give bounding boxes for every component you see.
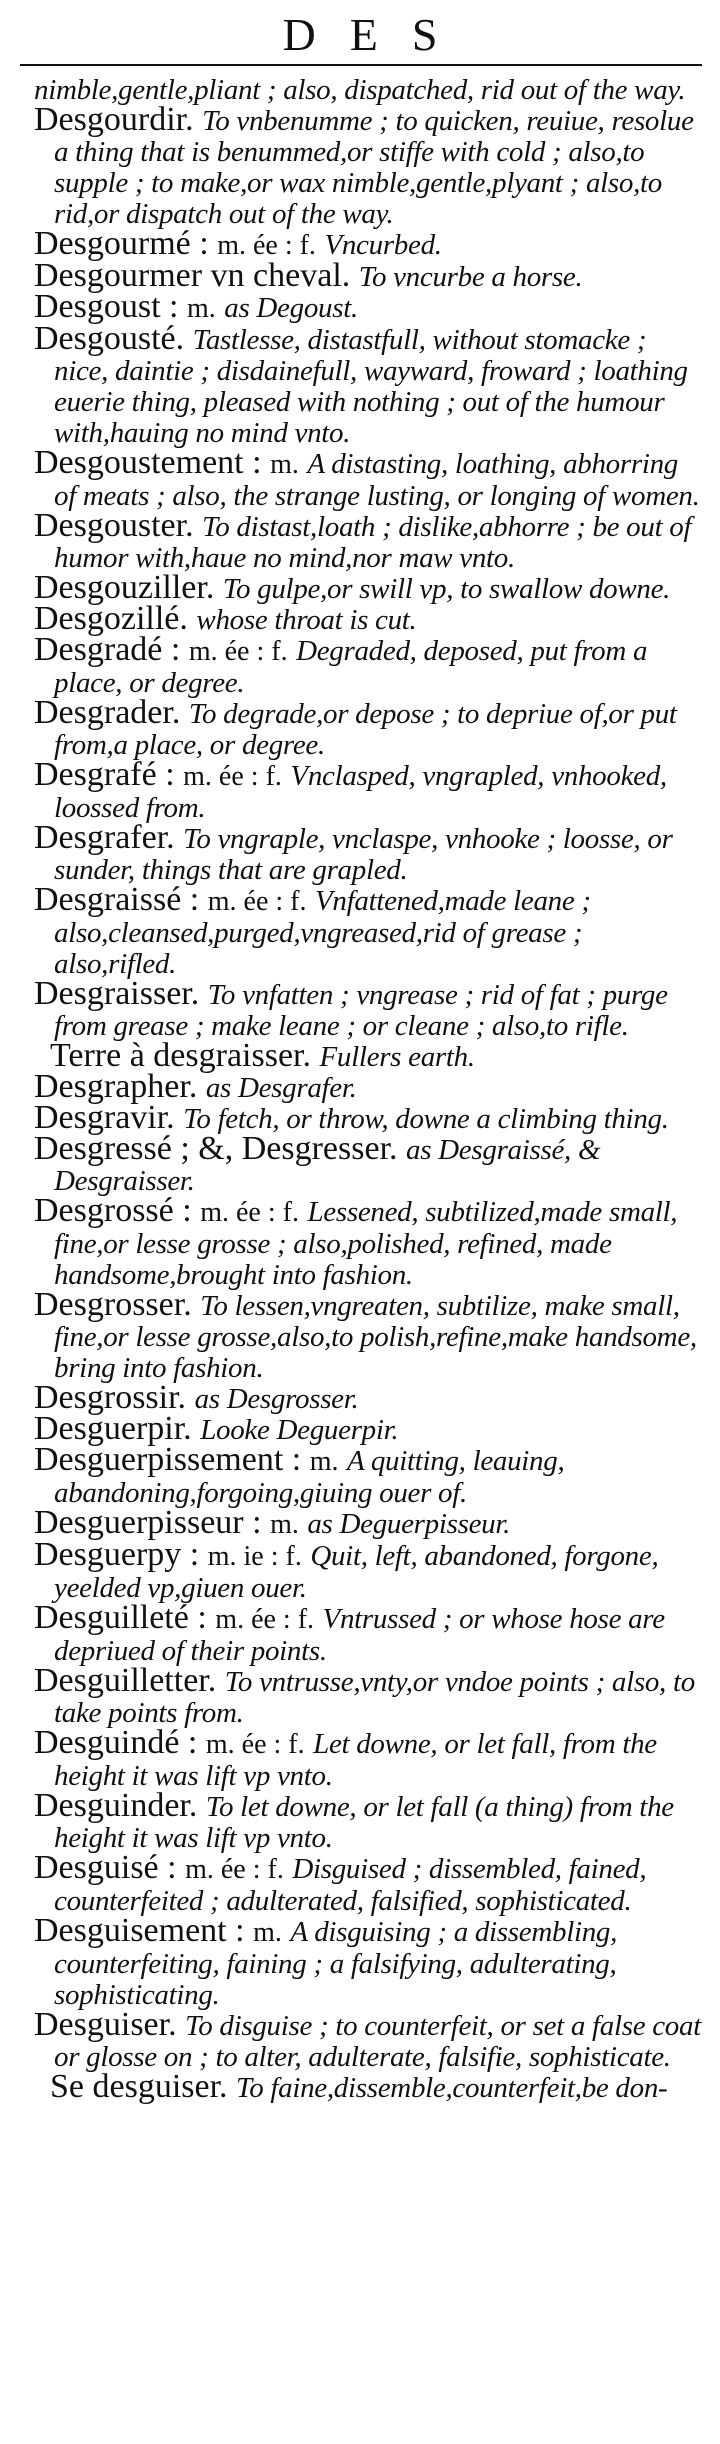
entry-headword: Desguinder. bbox=[34, 1787, 198, 1824]
dictionary-entry bbox=[34, 1912, 702, 2011]
entry-grammar: m. ée : f. bbox=[207, 886, 307, 917]
entry-headword: Desgourmé : bbox=[34, 225, 209, 262]
entry-headword: Desgraisser. bbox=[34, 975, 200, 1012]
entry-headword: Desguilletter. bbox=[34, 1662, 217, 1699]
entry-headword: Desguilleté : bbox=[34, 1599, 207, 1636]
entry-definition: To vntrusse,vnty,or vndoe points ; also, to take points from. bbox=[54, 1666, 695, 1729]
entry-grammar: m. ée : f. bbox=[205, 1729, 305, 1760]
dictionary-entry bbox=[34, 1441, 702, 1509]
entry-definition: Vnclasped, vngrapled, vnhooked, loossed from. bbox=[54, 760, 667, 824]
dictionary-entry bbox=[34, 756, 702, 824]
entry-headword: Desgrosser. bbox=[34, 1286, 192, 1323]
entry-grammar: m. ée : f. bbox=[215, 1604, 315, 1635]
dictionary-entry bbox=[34, 819, 702, 886]
entry-definition: To vnfatten ; vngrease ; rid of fat ; purge from grease ; make leane ; or cleane ; also,to rifle. bbox=[54, 979, 668, 1042]
entry-headword: Desgozillé. bbox=[34, 600, 188, 637]
entry-headword: Desgoust : bbox=[34, 288, 179, 325]
entry-headword: Desgravir. bbox=[34, 1099, 175, 1136]
entry-grammar: m. ie : f. bbox=[207, 1541, 302, 1572]
entry-grammar: m. bbox=[187, 293, 216, 324]
entry-headword: Desgrader. bbox=[34, 694, 181, 731]
dictionary-entry bbox=[34, 1662, 702, 1729]
entry-definition: Vntrussed ; or whose hose are depriued of their points. bbox=[54, 1603, 665, 1667]
entry-grammar: m. ée : f. bbox=[217, 230, 316, 261]
entry-definition: Tastlesse, distastfull, without stomacke ; nice, daintie ; disdainefull, wayward, froward ; loathing euerie thing, pleased with nothing ; out of the humour with,hauing no mind vnto. bbox=[54, 324, 688, 449]
dictionary-entry bbox=[34, 1536, 702, 1604]
entry-definition: nimble,gentle,pliant ; also, dispatched, rid out of the way. bbox=[34, 74, 686, 106]
entry-headword: Desgouziller. bbox=[34, 569, 215, 606]
entry-definition: Degraded, deposed, put from a place, or degree. bbox=[54, 635, 648, 699]
entry-headword: Desguerpissement : bbox=[34, 1441, 302, 1478]
entry-grammar: m. bbox=[270, 449, 299, 480]
entry-definition: Lessened, subtilized,made small, fine,or lesse grosse ; also,polished, refined, made handsome,brought into fashion. bbox=[54, 1196, 678, 1291]
entry-headword: Desgrossir. bbox=[34, 1379, 187, 1416]
running-head: DES bbox=[282, 9, 472, 60]
dictionary-entry bbox=[34, 1192, 702, 1291]
entry-headword: Se desguiser. bbox=[50, 2068, 228, 2105]
entry-definition: Let downe, or let fall, from the height it was lift vp vnto. bbox=[54, 1728, 657, 1792]
entry-grammar: m. bbox=[270, 1509, 299, 1540]
dictionary-entry bbox=[34, 444, 702, 512]
entry-grammar: m. ée : f. bbox=[188, 636, 288, 667]
entry-definition: A disguising ; a dissembling, counterfeiting, faining ; a falsifying, adulterating, sophisticating. bbox=[54, 1916, 618, 2011]
entry-definition: Looke Deguerpir. bbox=[200, 1414, 399, 1446]
entry-definition: Disguised ; dissembled, fained, counterfeited ; adulterated, falsified, sophisticated. bbox=[54, 1853, 647, 1917]
entry-definition: as Desgrafer. bbox=[205, 1072, 357, 1104]
entry-definition: A distasting, loathing, abhorring of meats ; also, the strange lusting, or longing of women. bbox=[54, 448, 700, 512]
entry-grammar: m. ée : f. bbox=[185, 1854, 284, 1885]
entry-headword: Desgourdir. bbox=[34, 101, 194, 138]
entry-definition: whose throat is cut. bbox=[196, 604, 417, 636]
entry-headword: Desguisé : bbox=[34, 1849, 177, 1886]
dictionary-entry bbox=[34, 631, 702, 699]
entry-definition: To gulpe,or swill vp, to swallow downe. bbox=[222, 573, 671, 605]
entry-headword: Desgradé : bbox=[34, 631, 181, 668]
entry-headword: Desguisement : bbox=[34, 1912, 245, 1949]
entry-headword: Desgraissé : bbox=[34, 881, 200, 918]
entry-definition: To vngraple, vnclaspe, vnhooke ; loosse, or sunder, things that are grapled. bbox=[54, 823, 673, 886]
entry-headword: Desgressé ; &, Desgresser. bbox=[34, 1130, 398, 1167]
entry-headword: Desgrafer. bbox=[34, 819, 175, 856]
entry-definition: To degrade,or depose ; to depriue of,or put from,a place, or degree. bbox=[54, 698, 677, 761]
dictionary-entry bbox=[34, 975, 702, 1042]
entry-definition: as Desgrosser. bbox=[194, 1383, 359, 1415]
entry-definition: as Deguerpisseur. bbox=[307, 1508, 511, 1540]
entry-headword: Desguiser. bbox=[34, 2006, 177, 2043]
dictionary-entry bbox=[34, 1599, 702, 1667]
dictionary-entry bbox=[34, 2068, 702, 2105]
entry-headword: Desguerpisseur : bbox=[34, 1504, 262, 1541]
dictionary-entry bbox=[34, 694, 702, 761]
entry-definition: Fullers earth. bbox=[319, 1041, 475, 1073]
dictionary-entry bbox=[34, 1286, 702, 1384]
dictionary-entry bbox=[34, 320, 702, 449]
entry-definition: Vncurbed. bbox=[324, 229, 442, 261]
entry-definition: To vnbenumme ; to quicken, reuiue, resolue a thing that is benummed,or stiffe with cold ; also,to supple ; to make,or wax nimble,gentle,plyant ; also,to rid,or dispatch out of the way. bbox=[54, 105, 694, 230]
entry-headword: Desgrapher. bbox=[34, 1068, 198, 1105]
entry-definition: as Degoust. bbox=[224, 292, 358, 324]
entry-headword: Desguerpy : bbox=[34, 1536, 200, 1573]
entry-definition: To faine,dissemble,counterfeit,be don- bbox=[236, 2072, 668, 2104]
entry-headword: Desgouster. bbox=[34, 507, 194, 544]
entry-list bbox=[0, 66, 720, 2103]
entry-definition: To disguise ; to counterfeit, or set a false coat or glosse on ; to alter, adulterate, falsifie, sophisticate. bbox=[54, 2010, 701, 2073]
dictionary-entry bbox=[34, 1130, 702, 1197]
entry-definition: Vnfattened,made leane ; also,cleansed,purged,vngreased,rid of grease ; also,rifled. bbox=[54, 885, 591, 980]
entry-headword: Desgousté. bbox=[34, 320, 185, 357]
entry-definition: To distast,loath ; dislike,abhorre ; be out of humor with,haue no mind,nor maw vnto. bbox=[54, 511, 692, 574]
entry-headword: Terre à desgraisser. bbox=[50, 1037, 311, 1074]
dictionary-entry bbox=[34, 507, 702, 574]
entry-definition: Quit, left, abandoned, forgone, yeelded vp,giuen ouer. bbox=[54, 1540, 659, 1604]
entry-grammar: m. ée : f. bbox=[200, 1197, 299, 1228]
entry-definition: To vncurbe a horse. bbox=[358, 261, 583, 293]
dictionary-entry bbox=[34, 1787, 702, 1854]
entry-definition: To fetch, or throw, downe a climbing thing. bbox=[183, 1103, 669, 1135]
entry-headword: Desgrossé : bbox=[34, 1192, 192, 1229]
dictionary-entry bbox=[34, 881, 702, 980]
dictionary-entry bbox=[34, 1849, 702, 1917]
entry-headword: Desgourmer vn cheval. bbox=[34, 257, 351, 294]
entry-definition: as Desgraissé, & Desgraisser. bbox=[54, 1134, 601, 1197]
entry-headword: Desgrafé : bbox=[34, 756, 175, 793]
entry-definition: To lessen,vngreaten, subtilize, make small, fine,or lesse grosse,also,to polish,refine,make handsome, bring into fashion. bbox=[54, 1290, 697, 1384]
entry-headword: Desguerpir. bbox=[34, 1410, 192, 1447]
entry-grammar: m. bbox=[309, 1446, 339, 1477]
entry-definition: A quitting, leauing, abandoning,forgoing,giuing ouer of. bbox=[54, 1445, 565, 1509]
dictionary-entry bbox=[34, 2006, 702, 2073]
entry-grammar: m. ée : f. bbox=[183, 761, 282, 792]
entry-grammar: m. bbox=[253, 1917, 282, 1948]
dictionary-entry bbox=[34, 1724, 702, 1792]
entry-headword: Desgoustement : bbox=[34, 444, 262, 481]
entry-headword: Desguindé : bbox=[34, 1724, 198, 1761]
dictionary-entry bbox=[34, 101, 702, 230]
entry-definition: To let downe, or let fall (a thing) from the height it was lift vp vnto. bbox=[54, 1791, 674, 1854]
